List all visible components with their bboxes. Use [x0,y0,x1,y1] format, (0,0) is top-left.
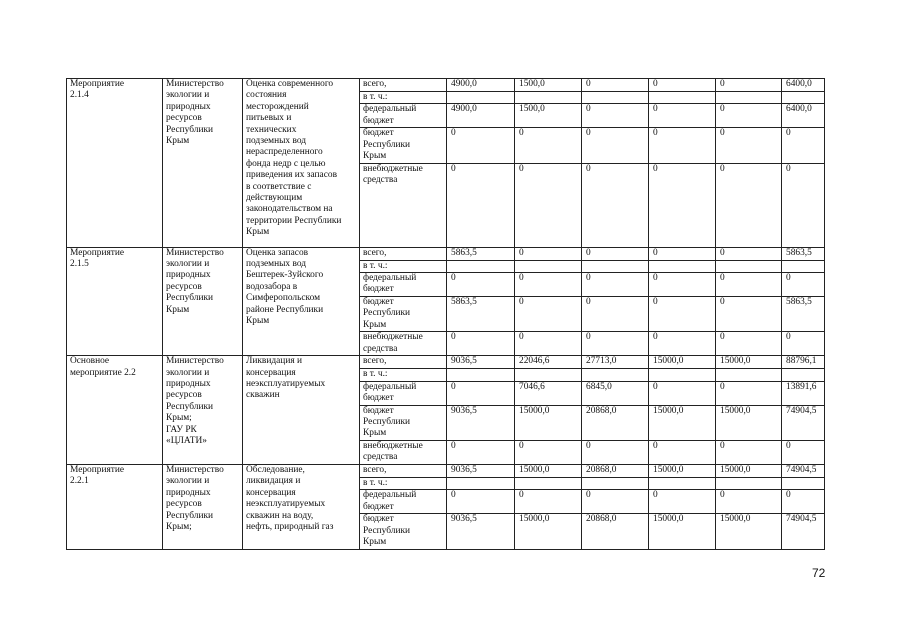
amount-cell: 0 [515,247,582,260]
funding-source-cell: бюджет Республики Крым [360,405,447,440]
amount-cell: 5863,5 [447,247,515,260]
funding-source-cell: внебюджетные средства [360,440,447,464]
amount-cell: 0 [515,273,582,297]
amount-cell: 0 [782,490,825,514]
amount-cell [515,369,582,381]
amount-cell: 88796,1 [782,356,825,369]
funding-source-cell: внебюджетные средства [360,332,447,356]
amount-cell: 20868,0 [582,514,649,550]
funding-source-cell: федеральный бюджет [360,273,447,297]
executor-cell: Министерство экологии и природных ресурсов Республики Крым; ГАУ РК «ЦЛАТИ» [163,356,243,465]
amount-cell: 9036,5 [447,405,515,440]
amount-cell: 0 [782,163,825,247]
funding-source-cell: бюджет Республики Крым [360,128,447,163]
amount-cell [649,260,716,272]
amount-cell [782,260,825,272]
amount-cell: 9036,5 [447,464,515,477]
amount-cell: 0 [582,104,649,128]
amount-cell [447,92,515,104]
amount-cell: 15000,0 [649,405,716,440]
amount-cell [582,369,649,381]
amount-cell [782,477,825,489]
amount-cell [716,369,782,381]
amount-cell: 0 [716,128,782,163]
amount-cell: 0 [649,440,716,464]
amount-cell: 0 [782,128,825,163]
amount-cell: 0 [515,297,582,332]
amount-cell: 0 [582,332,649,356]
amount-cell [515,92,582,104]
amount-cell [649,477,716,489]
amount-cell [716,92,782,104]
amount-cell: 15000,0 [515,514,582,550]
table-row [67,247,825,260]
amount-cell: 0 [716,297,782,332]
amount-cell [582,92,649,104]
description-cell: Ликвидация и консервация неэксплуатируемых скважин [243,356,360,465]
amount-cell: 5863,5 [447,297,515,332]
amount-cell: 74904,5 [782,514,825,550]
amount-cell: 0 [447,440,515,464]
description-cell: Оценка современного состояния месторождений питьевых и технических подземных вод нераспределенного фонда недр с целью приведения их запасов в соответствие с действующим законодательством на территории Республики Крым [243,79,360,248]
amount-cell: 15000,0 [649,514,716,550]
amount-cell: 0 [447,332,515,356]
amount-cell: 0 [716,490,782,514]
amount-cell: 0 [582,490,649,514]
amount-cell: 0 [582,440,649,464]
amount-cell: 6845,0 [582,381,649,405]
amount-cell: 6400,0 [782,104,825,128]
amount-cell [649,92,716,104]
amount-cell [716,477,782,489]
amount-cell: 0 [716,79,782,92]
amount-cell: 20868,0 [582,464,649,477]
table-row [67,356,825,369]
amount-cell: 0 [649,332,716,356]
amount-cell [782,369,825,381]
amount-cell: 13891,6 [782,381,825,405]
funding-source-cell: внебюджетные средства [360,163,447,247]
amount-cell [782,92,825,104]
amount-cell: 15000,0 [515,464,582,477]
amount-cell: 1500,0 [515,104,582,128]
amount-cell: 0 [649,490,716,514]
amount-cell: 0 [515,163,582,247]
executor-cell: Министерство экологии и природных ресурсов Республики Крым; [163,464,243,549]
amount-cell: 0 [716,104,782,128]
amount-cell: 0 [447,490,515,514]
amount-cell: 0 [515,128,582,163]
amount-cell: 0 [447,273,515,297]
amount-cell: 0 [716,440,782,464]
amount-cell [582,477,649,489]
amount-cell [447,369,515,381]
amount-cell [582,260,649,272]
amount-cell: 9036,5 [447,356,515,369]
funding-source-cell: бюджет Республики Крым [360,297,447,332]
amount-cell: 20868,0 [582,405,649,440]
funding-source-cell: всего, [360,79,447,92]
funding-source-cell: в т. ч.: [360,92,447,104]
amount-cell: 0 [716,273,782,297]
amount-cell: 0 [515,332,582,356]
funding-source-cell: федеральный бюджет [360,381,447,405]
amount-cell: 74904,5 [782,405,825,440]
amount-cell: 15000,0 [716,514,782,550]
page-number: 72 [812,566,826,580]
funding-source-cell: федеральный бюджет [360,490,447,514]
amount-cell: 0 [447,163,515,247]
amount-cell: 0 [782,332,825,356]
amount-cell: 0 [649,297,716,332]
event-cell: Мероприятие 2.1.4 [67,79,163,248]
amount-cell: 27713,0 [582,356,649,369]
amount-cell: 0 [515,440,582,464]
amount-cell: 0 [649,247,716,260]
amount-cell: 15000,0 [649,356,716,369]
amount-cell: 15000,0 [515,405,582,440]
table-row [67,79,825,92]
funding-source-cell: бюджет Республики Крым [360,514,447,550]
amount-cell: 0 [649,128,716,163]
executor-cell: Министерство экологии и природных ресурсов Республики Крым [163,247,243,356]
amount-cell: 0 [649,381,716,405]
event-cell: Мероприятие 2.2.1 [67,464,163,549]
executor-cell: Министерство экологии и природных ресурсов Республики Крым [163,79,243,248]
amount-cell: 0 [582,297,649,332]
funding-source-cell: всего, [360,356,447,369]
table-row [67,464,825,477]
amount-cell [716,260,782,272]
amount-cell: 4900,0 [447,104,515,128]
program-funding-table [66,78,825,550]
amount-cell: 0 [582,273,649,297]
amount-cell: 0 [582,163,649,247]
amount-cell: 15000,0 [716,405,782,440]
amount-cell: 0 [716,163,782,247]
amount-cell: 0 [782,440,825,464]
amount-cell: 6400,0 [782,79,825,92]
amount-cell: 0 [447,128,515,163]
event-cell: Основное мероприятие 2.2 [67,356,163,465]
amount-cell: 0 [716,381,782,405]
amount-cell: 15000,0 [716,464,782,477]
funding-source-cell: в т. ч.: [360,369,447,381]
amount-cell [447,477,515,489]
amount-cell: 7046,6 [515,381,582,405]
funding-source-cell: всего, [360,247,447,260]
amount-cell: 15000,0 [649,464,716,477]
funding-source-cell: всего, [360,464,447,477]
amount-cell [515,477,582,489]
amount-cell: 0 [582,128,649,163]
amount-cell: 1500,0 [515,79,582,92]
amount-cell: 0 [649,79,716,92]
funding-source-cell: в т. ч.: [360,260,447,272]
amount-cell: 0 [716,332,782,356]
amount-cell [649,369,716,381]
amount-cell: 74904,5 [782,464,825,477]
description-cell: Оценка запасов подземных вод Бештерек-Зуйского водозабора в Симферопольском районе Республики Крым [243,247,360,356]
amount-cell: 15000,0 [716,356,782,369]
amount-cell: 5863,5 [782,297,825,332]
amount-cell: 5863,5 [782,247,825,260]
amount-cell: 0 [649,163,716,247]
event-cell: Мероприятие 2.1.5 [67,247,163,356]
amount-cell: 0 [582,247,649,260]
amount-cell: 0 [649,104,716,128]
amount-cell [447,260,515,272]
description-cell: Обследование, ликвидация и консервация неэксплуатируемых скважин на воду, нефть, природный газ [243,464,360,549]
amount-cell: 0 [515,490,582,514]
funding-source-cell: федеральный бюджет [360,104,447,128]
amount-cell: 4900,0 [447,79,515,92]
funding-source-cell: в т. ч.: [360,477,447,489]
amount-cell [515,260,582,272]
amount-cell: 0 [582,79,649,92]
amount-cell: 22046,6 [515,356,582,369]
amount-cell: 0 [447,381,515,405]
amount-cell: 0 [716,247,782,260]
amount-cell: 0 [782,273,825,297]
amount-cell: 0 [649,273,716,297]
amount-cell: 9036,5 [447,514,515,550]
